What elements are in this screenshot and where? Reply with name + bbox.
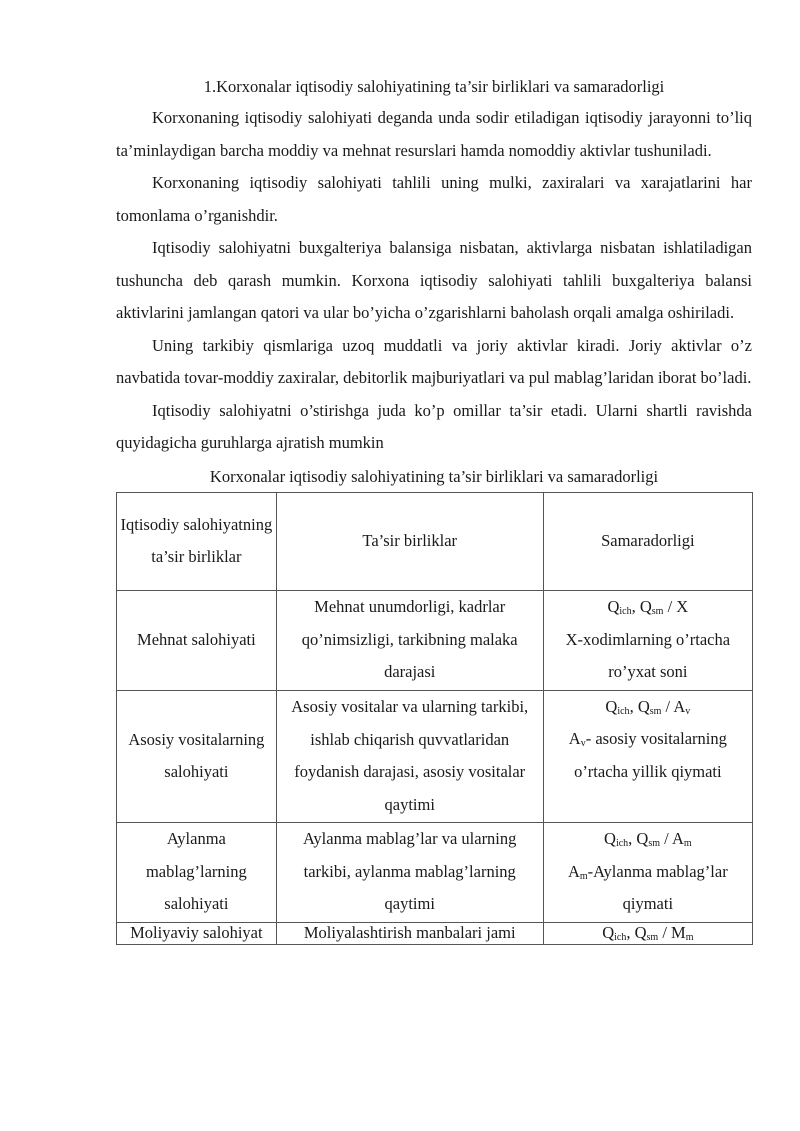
row-factors: Asosiy vositalar va ularning tarkibi, ishlab chiqarish quvvatlaridan foydanish darajasi, asosiy vositalar qaytimi (276, 690, 543, 822)
table-row (117, 822, 753, 922)
paragraph-3: Iqtisodiy salohiyatni buxgalteriya balansiga nisbatan, aktivlarga nisbatan ishlatiladigan tushuncha deb qarash mumkin. Korxona iqtisodiy salohiyati tahlili buxgalteriya balansi aktivlarini jamlangan qatori va ular bo’yicha o’zgarishlarni baholash orqali amalga oshiriladi. (116, 238, 752, 322)
row-efficiency (543, 822, 752, 922)
row-factors: Mehnat unumdorligi, kadrlar qo’nimsizligi, tarkibning malaka darajasi (276, 590, 543, 690)
table-row (117, 590, 753, 690)
row-efficiency (543, 690, 752, 822)
efficiency-formula: $Q_{ich}$, $Q_{sm} / M_m$ (602, 923, 694, 943)
row-unit: Moliyaviy salohiyat (117, 922, 277, 944)
efficiency-note: $A_m$-Aylanma mablag’lar qiymati (567, 861, 728, 914)
paragraph-1: Korxonaning iqtisodiy salohiyati deganda unda sodir etiladigan iqtisodiy jarayonni to’liq ta’minlaydigan barcha moddiy va mehnat resurslari hamda nomoddiy aktivlar tushuniladi. (116, 108, 752, 160)
row-efficiency (543, 922, 752, 944)
efficiency-formula: $Q_{ich}$, $Q_{sm}$ / X (607, 597, 689, 618)
row-factors: Moliyalashtirish manbalari jami (276, 922, 543, 944)
row-efficiency (543, 590, 752, 690)
row-unit: Mehnat salohiyati (117, 590, 277, 690)
section-heading: 1.Korxonalar iqtisodiy salohiyatining ta’sir birliklari va samaradorligi (203, 77, 665, 96)
table-caption: Korxonalar iqtisodiy salohiyatining ta’sir birliklari va samaradorligi (209, 466, 659, 486)
header-efficiency: Samaradorligi (543, 492, 752, 590)
table-row (117, 690, 753, 822)
row-unit: Asosiy vositalarning salohiyati (117, 690, 277, 822)
document-page (116, 72, 752, 945)
row-factors: Aylanma mablag’lar va ularning tarkibi, aylanma mablag’larning qaytimi (276, 822, 543, 922)
efficiency-table (116, 492, 753, 945)
paragraph-2: Korxonaning iqtisodiy salohiyati tahlili uning mulki, zaxiralari va xarajatlarini har tomonlama o’rganishdir. (116, 173, 752, 225)
efficiency-formula: $Q_{ich}$, $Q_{sm} / A_m$ (604, 829, 692, 850)
table-header-row (117, 492, 753, 590)
efficiency-formula: $Q_{ich}$, $Q_{sm} / A_v$ (605, 696, 691, 717)
table-row (117, 922, 753, 944)
row-unit: Aylanma mablag’larning salohiyati (117, 822, 277, 922)
header-factors: Ta’sir birliklar (276, 492, 543, 590)
paragraph-5: Iqtisodiy salohiyatni o’stirishga juda ko’p omillar ta’sir etadi. Ularni shartli ravishda quyidagicha guruhlarga ajratish mumkin (116, 400, 752, 452)
header-units: Iqtisodiy salohiyatning ta’sir birliklar (117, 492, 277, 590)
efficiency-note: $A_v-$ asosiy vositalarning o’rtacha yillik qiymati (568, 729, 727, 781)
efficiency-note: X-xodimlarning o’rtacha ro’yxat soni (565, 629, 731, 682)
paragraph-4: Uning tarkibiy qismlariga uzoq muddatli va joriy aktivlar kiradi. Joriy aktivlar o’z navbatida tovar-moddiy zaxiralar, debitorlik majburiyatlari va pul mablag’laridan iborat bo’ladi. (116, 335, 752, 387)
